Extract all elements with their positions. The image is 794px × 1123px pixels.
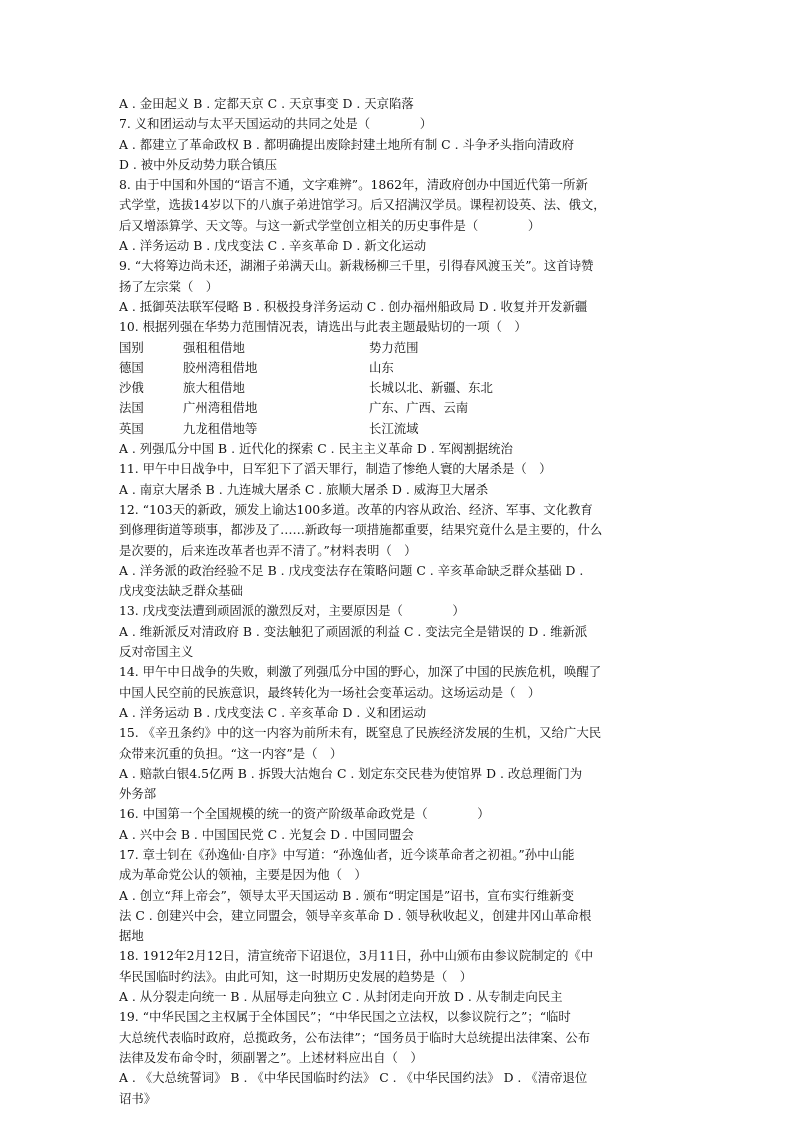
table-row [119,378,675,398]
table-cell: 山东 [369,359,394,375]
table-cell: 长江流域 [369,420,419,436]
document-page [119,94,675,1109]
table-cell: 旅大租借地 [183,380,245,396]
text-line: 外务部 [119,786,157,802]
text-line: 大总统代表临时政府，总揽政务，公布法律”；“国务员于临时大总统提出法律案、公布 [119,1029,591,1045]
table-header-cell: 势力范围 [369,339,419,355]
text-line: 中国人民空前的民族意识，最终转化为一场社会变革运动。这场运动是（ ） [119,684,541,700]
text-line: 扬了左宗棠（ ） [119,278,219,294]
text-line: A . 从分裂走向统一 B . 从屈辱走向独立 C . 从封闭走向开放 D . 从专制走向民主 [119,989,563,1005]
table-cell: 广州湾租借地 [183,400,258,416]
text-line: 19. “中华民国之主权属于全体国民”；“中华民国之立法权，以参议院行之”；“临时 [119,1009,571,1025]
text-line: A . 《大总统誓词》 B . 《中华民国临时约法》 C . 《中华民国约法》 D . 《清帝退位 [119,1070,588,1086]
text-line: 据地 [119,928,144,944]
text-line: A . 赔款白银4.5亿两 B . 拆毁大沽炮台 C . 划定东交民巷为使馆界 D . 改总理衙门为 [119,765,583,781]
text-line: D . 被中外反动势力联合镇压 [119,156,278,172]
text-line: A . 抵御英法联军侵略 B . 积极投身洋务运动 C . 创办福州船政局 D . 收复并开发新疆 [119,298,588,314]
text-line: 14. 甲午中日战争的失败，刺激了列强瓜分中国的野心，加深了中国的民族危机，唤醒了 [119,664,602,680]
text-line: 16. 中国第一个全国规模的统一的资产阶级革命政党是（ ） [119,806,490,822]
text-line: 7. 义和团运动与太平天国运动的共同之处是（ ） [119,116,433,132]
text-line: 后又增添算学、天文等。与这一新式学堂创立相关的历史事件是（ ） [119,217,541,233]
sphere-of-influence-table [119,338,675,439]
text-line: 法律及发布命令时，须副署之”。上述材料应出自（ ） [119,1049,423,1065]
text-line: 法 C . 创建兴中会，建立同盟会，领导辛亥革命 D . 领导秋收起义，创建井冈山革命根 [119,907,592,923]
text-line: A . 洋务运动 B . 戊戌变法 C . 辛亥革命 D . 新文化运动 [119,238,427,254]
text-line: A . 金田起义 B . 定都天京 C . 天京事变 D . 天京陷落 [119,96,414,111]
text-line: 成为革命党公认的领袖，主要是因为他（ ） [119,867,367,883]
text-line: 18. 1912年2月12日，清宣统帝下诏退位，3月11日，孙中山颁布由参议院制定的《中 [119,948,594,964]
text-line: A . 兴中会 B . 中国国民党 C . 光复会 D . 中国同盟会 [119,826,414,842]
text-line: 反对帝国主义 [119,644,194,660]
table-cell: 法国 [119,400,144,416]
text-line: 15. 《辛丑条约》中的这一内容为前所未有，既窒息了民族经济发展的生机，又给广大民 [119,725,602,741]
text-line: 华民国临时约法》。由此可知，这一时期历史发展的趋势是（ ） [119,968,473,984]
text-line: 17. 章士钊在《孙逸仙·自序》中写道：“孙逸仙者，近今谈革命者之初祖。”孙中山能 [119,846,575,862]
table-cell: 九龙租借地等 [183,420,258,436]
table-cell: 沙俄 [119,380,144,396]
text-line: 12. “103天的新政，颁发上谕达100多道。改革的内容从政治、经济、军事、文化教育 [119,501,593,517]
text-line: 13. 戊戌变法遭到顽固派的激烈反对，主要原因是（ ） [119,603,465,619]
text-line: 戊戌变法缺乏群众基础 [119,583,243,599]
text-line: A . 南京大屠杀 B . 九连城大屠杀 C . 旅顺大屠杀 D . 威海卫大屠杀 [119,481,489,497]
table-cell: 广东、广西、云南 [369,400,469,416]
text-line: A . 创立“拜上帝会”，领导太平天国运动 B . 颁布“明定国是”诏书，宣布实行维新变 [119,887,575,903]
table-header-row [119,338,675,358]
text-line: 9. “大将筹边尚未还，湖湘子弟满天山。新栽杨柳三千里，引得春风渡玉关”。这首诗赞 [119,258,594,274]
text-line: A . 都建立了革命政权 B . 都明确提出废除封建土地所有制 C . 斗争矛头指向清政府 [119,136,574,152]
table-cell: 英国 [119,420,144,436]
table-cell: 长城以北、新疆、东北 [369,380,493,396]
question-block-after-table [119,439,675,1109]
text-line: 诏书》 [119,1090,157,1106]
table-row [119,358,675,378]
text-line: 众带来沉重的负担。“这一内容”是（ ） [119,745,343,761]
text-line: 10. 根据列强在华势力范围情况表，请选出与此表主题最贴切的一项（ ） [119,319,527,335]
text-line: A . 维新派反对清政府 B . 变法触犯了顽固派的利益 C . 变法完全是错误的 D . 维新派 [119,623,588,639]
text-line: 8. 由于中国和外国的“语言不通，文字难辨”。1862年，清政府创办中国近代第一所新 [119,177,588,193]
table-header-cell: 强租租借地 [183,339,245,355]
table-row [119,398,675,418]
text-line: 式学堂，选拔14岁以下的八旗子弟进馆学习。后又招满汉学员。课程初设英、法、俄文， [119,197,606,213]
question-block-before-table [119,94,675,338]
text-line: 是次要的，后来连改革者也弄不清了。”材料表明（ ） [119,542,417,558]
text-line: A . 列强瓜分中国 B . 近代化的探索 C . 民主主义革命 D . 军阀割据统治 [119,441,513,457]
table-cell: 胶州湾租借地 [183,359,258,375]
table-cell: 德国 [119,359,144,375]
text-line: 到修理街道等琐事，都涉及了……新政每一项措施都重要，结果究竟什么是主要的，什么 [119,522,603,538]
table-row [119,419,675,439]
text-line: 11. 甲午中日战争中，日军犯下了滔天罪行，制造了惨绝人寰的大屠杀是（ ） [119,461,552,477]
text-line: A . 洋务派的政治经验不足 B . 戊戌变法存在策略问题 C . 辛亥革命缺乏群众基础 D . [119,562,584,578]
text-line: A . 洋务运动 B . 戊戌变法 C . 辛亥革命 D . 义和团运动 [119,704,427,720]
table-header-cell: 国别 [119,339,144,355]
